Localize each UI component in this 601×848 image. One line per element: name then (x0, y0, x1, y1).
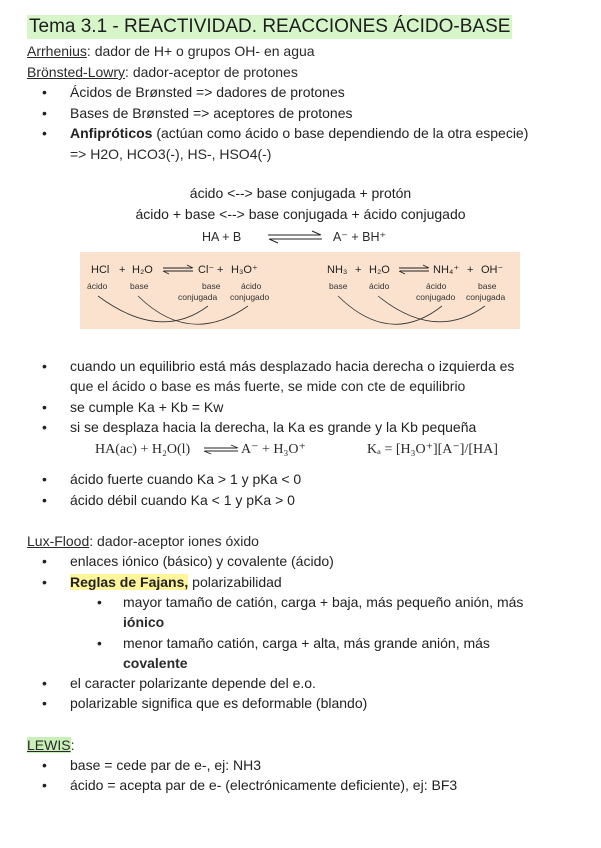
ka-reaction-right: A⁻ + H₃O⁺ (241, 442, 306, 457)
lux-bullet-fajans (70, 572, 282, 592)
amphiprotic-text: (actúan como ácido o base dependiendo de la otra especie) (152, 125, 529, 141)
lewis-definition (27, 735, 74, 755)
rxn1-label-conj-base-2: conjugada (178, 292, 218, 302)
rxn2-nh4: NH₄⁺ (433, 264, 460, 276)
lux-flood-definition (27, 531, 259, 551)
fajans-sub-ionic: • mayor tamaño de catión, carga + baja, más pequeño anión, más (123, 592, 523, 612)
equil-bullet-strong-acid: • ácido fuerte cuando Ka > 1 y pKa < 0 (70, 469, 301, 489)
lewis-bullet-acid: • ácido = acepta par de e- (electrónicamente deficiente), ej: BF3 (70, 775, 457, 795)
lewis-colon: : (70, 737, 75, 753)
lux-bullet-bonds: • enlaces iónico (básico) y covalente (ácido) (70, 551, 334, 571)
ka-reaction-left: HA(ac) + H₂O(l) (95, 442, 191, 457)
amphiprotic-examples: => H2O, HCO3(-), HS-, HSO4(-) (70, 146, 272, 162)
ka-expression: Kₐ = [H₃O⁺][A⁻]/[HA] (367, 442, 498, 457)
equil-bullet-displacement-cont: que el ácido o base es más fuerte, se mide con cte de equilibrio (70, 378, 466, 394)
equil-bullet-displacement: • cuando un equilibrio está más desplazado hacia derecha o izquierda es (70, 356, 514, 376)
rxn2-label-conj-base-1: base (478, 281, 497, 291)
rxn2-nh3: NH₃ (327, 264, 348, 276)
rxn1-hcl: HCl (91, 264, 110, 276)
lux-flood-text: : dador-aceptor iones óxido (89, 533, 259, 549)
rxn2-equilibrium-arrow-icon (398, 264, 430, 276)
lewis-term: LEWIS (27, 737, 71, 753)
rxn2-label-base: base (329, 281, 348, 291)
rxn1-plus2: + (217, 264, 224, 276)
fajans-sub-ionic-cont: iónico (123, 614, 165, 630)
rxn1-plus: + (119, 264, 126, 276)
fajans-sub-covalent: • menor tamaño catión, carga + alta, más grande anión, más (123, 633, 490, 653)
rxn1-label-conj-acid-1: ácido (241, 281, 262, 291)
lux-bullet-polarizable: • polarizable significa que es deformable (blando) (70, 693, 367, 713)
rxn2-label-acid: ácido (369, 281, 390, 291)
arrhenius-text: : dador de H+ o grupos OH- en agua (86, 43, 315, 59)
rxn2-plus2: + (467, 264, 474, 276)
rxn1-h2o: H₂O (132, 264, 153, 276)
lewis-bullet-base: • base = cede par de e-, ej: NH3 (70, 755, 261, 775)
amphiprotic-term: Anfipróticos (70, 125, 153, 141)
conjugate-eq-1: ácido <--> base conjugada + protón (189, 185, 412, 201)
rxn1-label-conj-acid-2: conjugado (230, 292, 270, 302)
arrhenius-term: Arrhenius (27, 43, 87, 59)
page-title: Tema 3.1 - REACTIVIDAD. REACCIONES ÁCIDO-BASE (29, 16, 511, 37)
equilibrium-arrow-icon (266, 228, 324, 246)
rxn2-label-conj-acid-1: ácido (426, 281, 447, 291)
rxn1-h3o: H₃O⁺ (231, 264, 258, 276)
bronsted-definition (27, 62, 298, 82)
rxn2-label-conj-base-2: conjugada (466, 292, 506, 302)
bronsted-term: Brönsted-Lowry (27, 64, 126, 80)
equil-bullet-kw: • se cumple Ka + Kb = Kw (70, 397, 223, 417)
lux-bullet-polarizing: • el caracter polarizante depende del e.o. (70, 673, 316, 693)
rxn1-label-base: base (130, 281, 149, 291)
rxn1-cl: Cl⁻ (198, 264, 215, 276)
bronsted-bullet-amphiprotic (70, 123, 528, 143)
arrhenius-definition (27, 41, 315, 61)
bronsted-bullet-acids: • Ácidos de Brønsted => dadores de protones (70, 82, 345, 102)
lux-flood-term: Lux-Flood (27, 533, 90, 549)
fajans-rules-highlight: Reglas de Fajans, (70, 574, 189, 590)
ka-equilibrium-arrow-icon (203, 444, 239, 456)
rxn2-plus: + (355, 264, 362, 276)
bronsted-bullet-bases: • Bases de Brønsted => aceptores de protones (70, 103, 353, 123)
conjugate-eq-2: ácido + base <--> base conjugada + ácido conjugado (135, 206, 466, 222)
rxn2-label-conj-acid-2: conjugado (416, 292, 456, 302)
rxn2-oh: OH⁻ (481, 264, 504, 276)
rxn1-label-acid: ácido (87, 281, 108, 291)
equil-bullet-ka-kb: • si se desplaza hacia la derecha, la Ka es grande y la Kb pequeña (70, 417, 476, 437)
rxn1-label-conj-base-1: base (202, 281, 221, 291)
equil-bullet-weak-acid: • ácido débil cuando Ka < 1 y pKa > 0 (70, 490, 295, 510)
bronsted-text: : dador-aceptor de protones (125, 64, 298, 80)
eq-a-bh: A⁻ + BH⁺ (333, 230, 387, 244)
reaction-examples-box (80, 252, 520, 329)
fajans-text: polarizabilidad (188, 574, 282, 590)
fajans-sub-covalent-cont: covalente (123, 655, 188, 671)
rxn2-h2o: H₂O (369, 264, 390, 276)
eq-ha-b: HA + B (202, 230, 242, 244)
